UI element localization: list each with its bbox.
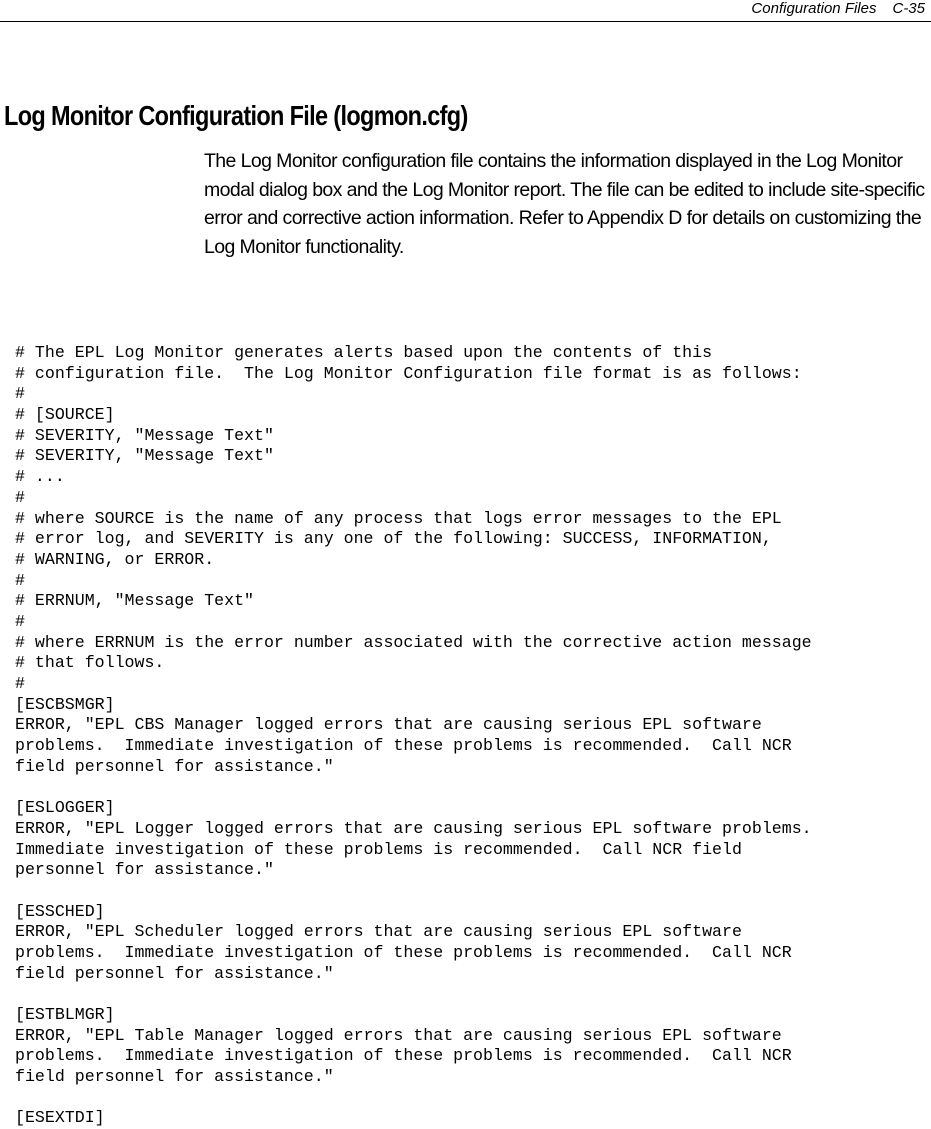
header-section-name: Configuration Files bbox=[751, 0, 877, 17]
intro-paragraph: The Log Monitor configuration file contains the information displayed in the Log Monitor modal dialog box and the Log Monitor report. The file can be edited to include site-specific error and corrective action information. Refer to Appendix D for details on customizing the Log Monitor functionality. bbox=[204, 150, 925, 258]
code-line bbox=[15, 984, 812, 1005]
code-line: [ESCBSMGR] bbox=[15, 694, 115, 714]
code-line bbox=[15, 1088, 812, 1109]
code-line: field personnel for assistance." bbox=[15, 1067, 334, 1087]
code-line: problems. Immediate investigation of these problems is recommended. Call NCR bbox=[15, 942, 792, 962]
running-header bbox=[751, 0, 925, 17]
code-line: # bbox=[15, 674, 25, 693]
section-title: Log Monitor Configuration File (logmon.cfg) bbox=[4, 100, 468, 131]
header-page-number: C-35 bbox=[892, 0, 925, 17]
code-line: Immediate investigation of these problems is recommended. Call NCR field bbox=[15, 839, 742, 859]
code-line: ERROR, "EPL Logger logged errors that are causing serious EPL software problems. bbox=[15, 818, 812, 838]
code-line: # [SOURCE] bbox=[15, 405, 115, 425]
code-line: # error log, and SEVERITY is any one of the following: SUCCESS, INFORMATION, bbox=[15, 529, 772, 549]
code-line bbox=[15, 881, 812, 902]
code-line: personnel for assistance." bbox=[15, 860, 274, 880]
code-line: field personnel for assistance." bbox=[15, 756, 334, 776]
header-rule bbox=[0, 21, 931, 22]
code-line: # bbox=[15, 611, 25, 631]
code-line: problems. Immediate investigation of these problems is recommended. Call NCR bbox=[15, 736, 792, 756]
code-line: [ESEXTDI] bbox=[15, 1108, 105, 1128]
code-line: # bbox=[15, 487, 25, 507]
code-line: # bbox=[15, 570, 25, 590]
code-line: # that follows. bbox=[15, 653, 165, 673]
code-line: ERROR, "EPL Table Manager logged errors that are causing serious EPL software bbox=[15, 1025, 782, 1045]
code-line: # ERRNUM, "Message Text" bbox=[15, 591, 254, 611]
code-line: # where SOURCE is the name of any process that logs error messages to the EPL bbox=[15, 508, 782, 528]
code-line: field personnel for assistance." bbox=[15, 963, 334, 983]
code-line: # ... bbox=[15, 467, 65, 487]
code-line: # configuration file. The Log Monitor Configuration file format is as follows: bbox=[15, 363, 802, 383]
code-line: [ESTBLMGR] bbox=[15, 1005, 115, 1024]
code-line: # SEVERITY, "Message Text" bbox=[15, 425, 274, 445]
code-line: [ESSCHED] bbox=[15, 901, 105, 921]
code-line: # SEVERITY, "Message Text" bbox=[15, 446, 274, 466]
code-line: # bbox=[15, 384, 25, 404]
code-line: ERROR, "EPL Scheduler logged errors that are causing serious EPL software bbox=[15, 922, 742, 942]
config-code-block bbox=[15, 343, 812, 1129]
code-line: # WARNING, or ERROR. bbox=[15, 549, 215, 569]
code-line: # The EPL Log Monitor generates alerts based upon the contents of this bbox=[15, 343, 713, 362]
code-line: problems. Immediate investigation of these problems is recommended. Call NCR bbox=[15, 1046, 792, 1066]
code-line bbox=[15, 777, 812, 798]
code-line: [ESLOGGER] bbox=[15, 798, 115, 818]
code-line: ERROR, "EPL CBS Manager logged errors that are causing serious EPL software bbox=[15, 715, 762, 735]
code-line: # where ERRNUM is the error number associated with the corrective action message bbox=[15, 632, 812, 652]
